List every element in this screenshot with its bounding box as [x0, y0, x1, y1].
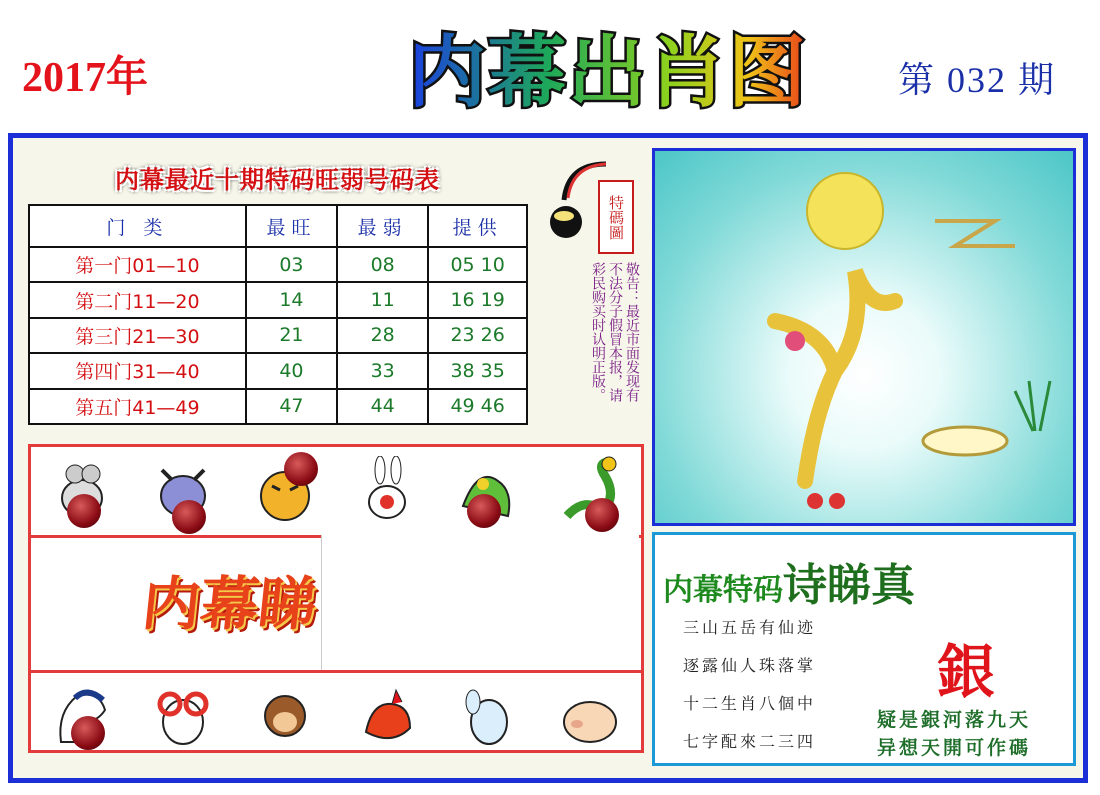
plant-figure-icon	[775, 271, 895, 481]
scene-art	[655, 151, 1073, 523]
row-cold: 33	[337, 353, 428, 388]
poem-title	[663, 549, 915, 613]
row-hot: 14	[246, 282, 337, 317]
snake-icon	[549, 450, 631, 532]
dog-icon	[447, 676, 529, 758]
table-title: 内幕最近十期特码旺弱号码表	[115, 165, 440, 194]
issue-number: 第 032 期	[898, 60, 1057, 100]
row-pick: 38 35	[428, 353, 527, 388]
row-hot: 40	[246, 353, 337, 388]
poem-line: 逐露仙人珠落掌	[683, 656, 817, 675]
zodiac-bottom-row	[31, 673, 641, 761]
dragon-icon	[447, 450, 529, 532]
row-category: 第四门31—40	[29, 353, 246, 388]
table-row	[29, 389, 527, 424]
scene-illustration	[652, 148, 1076, 526]
poem-line: 十二生肖八個中	[683, 694, 817, 713]
row-category: 第一门01—10	[29, 247, 246, 282]
row-pick: 16 19	[428, 282, 527, 317]
poem-panel	[652, 532, 1076, 766]
horse-icon	[41, 676, 123, 758]
row-cold: 08	[337, 247, 428, 282]
header-category: 门 类	[29, 205, 246, 247]
poem-green-line: 异想天開可作碼	[877, 737, 1032, 759]
pig-icon	[549, 676, 631, 758]
row-pick: 23 26	[428, 318, 527, 353]
row-category: 第五门41—49	[29, 389, 246, 424]
rooster-icon	[346, 676, 428, 758]
table-row	[29, 318, 527, 353]
table-row	[29, 282, 527, 317]
zigzag-icon	[935, 221, 1015, 246]
poem-big-char: 銀	[937, 638, 996, 706]
table-row	[29, 353, 527, 388]
year-label: 2017年	[22, 55, 149, 101]
row-category: 第三门21—30	[29, 318, 246, 353]
row-cold: 44	[337, 389, 428, 424]
header-pick: 提供	[428, 205, 527, 247]
row-hot: 03	[246, 247, 337, 282]
moon-icon	[807, 173, 883, 249]
poem-line: 三山五岳有仙迹	[683, 618, 817, 637]
zodiac-banner-text: 内幕睇	[138, 570, 321, 638]
rat-icon	[41, 450, 123, 532]
title-logo-text: 内幕出肖图	[408, 28, 809, 115]
ox-icon	[142, 450, 224, 532]
header-cold: 最弱	[337, 205, 428, 247]
poem-line: 七字配來二三四	[683, 732, 817, 751]
zodiac-panel	[28, 444, 644, 753]
row-cold: 11	[337, 282, 428, 317]
dish-icon	[923, 427, 1007, 455]
hot-cold-table	[28, 204, 528, 425]
row-pick: 05 10	[428, 247, 527, 282]
table-row	[29, 247, 527, 282]
stamp-seal: 特碼圖	[598, 180, 634, 254]
poem-green-line: 疑是銀河落九天	[877, 709, 1032, 731]
table-header-row	[29, 205, 527, 247]
poem-title-small: 内幕特码	[663, 573, 783, 608]
row-cold: 28	[337, 318, 428, 353]
rabbit-icon	[346, 450, 428, 532]
tiger-icon	[244, 450, 326, 532]
blank-area	[321, 535, 639, 672]
title-logo	[400, 25, 850, 115]
row-pick: 49 46	[428, 389, 527, 424]
row-category: 第二门11—20	[29, 282, 246, 317]
monkey-icon	[244, 676, 326, 758]
poem-title-big: 诗睇真	[783, 560, 915, 611]
zodiac-top-row	[31, 447, 641, 535]
header-hot: 最旺	[246, 205, 337, 247]
notice-text: 敬告：最近市面发现有不法分子假冒本报，请彩民购买时认明正版。	[590, 262, 640, 402]
row-hot: 47	[246, 389, 337, 424]
row-hot: 21	[246, 318, 337, 353]
flower-icon	[785, 331, 805, 351]
grass-icon	[1015, 381, 1050, 431]
goat-icon	[142, 676, 224, 758]
